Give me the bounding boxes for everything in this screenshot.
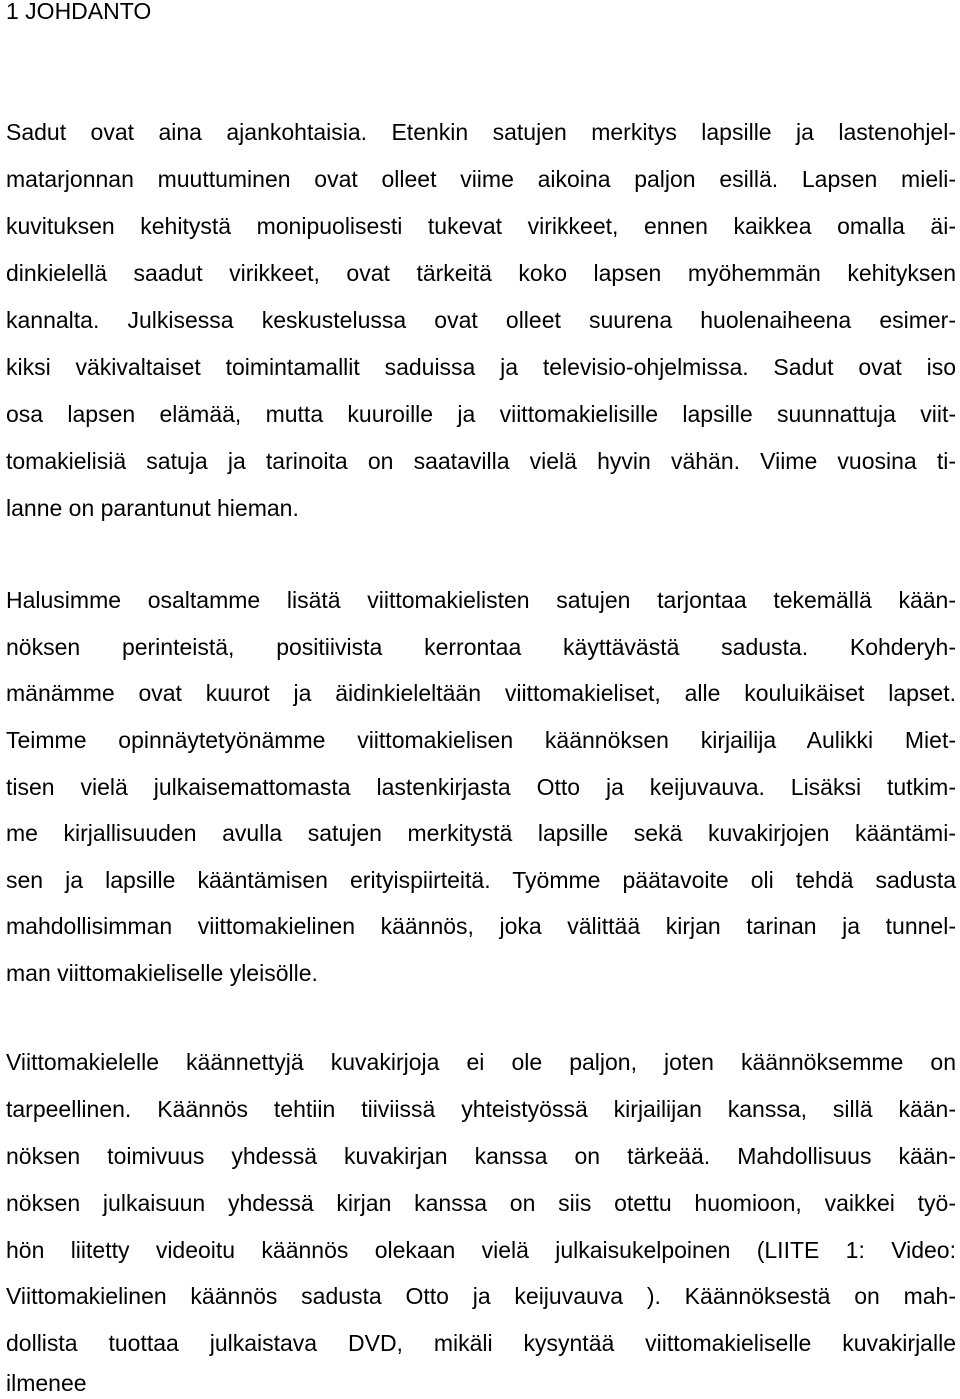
text-line: sen ja lapsille kääntämisen erityispiirteitä. Työmme päätavoite oli tehdä sadusta xyxy=(6,867,956,893)
text-line: me kirjallisuuden avulla satujen merkitystä lapsille sekä kuvakirjojen kääntämi- xyxy=(6,820,956,846)
text-line: tisen vielä julkaisemattomasta lastenkirjasta Otto ja keijuvauva. Lisäksi tutkim- xyxy=(6,774,956,800)
text-line: Viittomakielelle käännettyjä kuvakirjoja ei ole paljon, joten käännöksemme on xyxy=(6,1049,956,1075)
text-line: mahdollisimman viittomakielinen käännös, joka välittää kirjan tarinan ja tunnel- xyxy=(6,913,956,939)
text-line: tarpeellinen. Käännös tehtiin tiiviissä yhteistyössä kirjailijan kanssa, sillä kään- xyxy=(6,1096,956,1122)
text-line: kannalta. Julkisessa keskustelussa ovat olleet suurena huolenaiheena esimer- xyxy=(6,307,956,333)
text-line: Sadut ovat aina ajankohtaisia. Etenkin satujen merkitys lapsille ja lastenohjel- xyxy=(6,119,956,145)
text-line: matarjonnan muuttuminen ovat olleet viime aikoina paljon esillä. Lapsen mieli- xyxy=(6,166,956,192)
text-line: mänämme ovat kuurot ja äidinkieleltään viittomakieliset, alle kouluikäiset lapset. xyxy=(6,680,956,706)
text-line: lanne on parantunut hieman. xyxy=(6,495,299,521)
text-line: Viittomakielinen käännös sadusta Otto ja keijuvauva ). Käännöksestä on mah- xyxy=(6,1283,956,1309)
text-line: nöksen julkaisuun yhdessä kirjan kanssa on siis otettu huomioon, vaikkei työ- xyxy=(6,1190,956,1216)
text-line: ilmenee xyxy=(6,1370,87,1396)
text-line: osa lapsen elämää, mutta kuuroille ja viittomakielisille lapsille suunnattuja viit- xyxy=(6,401,956,427)
text-line: dollista tuottaa julkaistava DVD, mikäli kysyntää viittomakieliselle kuvakirjalle xyxy=(6,1330,956,1356)
text-line: Halusimme osaltamme lisätä viittomakielisten satujen tarjontaa tekemällä kään- xyxy=(6,587,956,613)
text-line: Teimme opinnäytetyönämme viittomakielisen käännöksen kirjailija Aulikki Miet- xyxy=(6,727,956,753)
text-line: dinkielellä saadut virikkeet, ovat tärkeitä koko lapsen myöhemmän kehityksen xyxy=(6,260,956,286)
text-line: hön liitetty videoitu käännös olekaan vielä julkaisukelpoinen (LIITE 1: Video: xyxy=(6,1237,956,1263)
text-line: man viittomakieliselle yleisölle. xyxy=(6,960,318,986)
text-line: nöksen toimivuus yhdessä kuvakirjan kanssa on tärkeää. Mahdollisuus kään- xyxy=(6,1143,956,1169)
text-line: nöksen perinteistä, positiivista kerrontaa käyttävästä sadusta. Kohderyh- xyxy=(6,634,956,660)
text-line: kiksi väkivaltaiset toimintamallit saduissa ja televisio-ohjelmissa. Sadut ovat iso xyxy=(6,354,956,380)
chapter-heading: 1 JOHDANTO xyxy=(6,0,152,24)
text-line: tomakielisiä satuja ja tarinoita on saatavilla vielä hyvin vähän. Viime vuosina ti- xyxy=(6,448,956,474)
text-line: kuvituksen kehitystä monipuolisesti tukevat virikkeet, ennen kaikkea omalla äi- xyxy=(6,213,956,239)
